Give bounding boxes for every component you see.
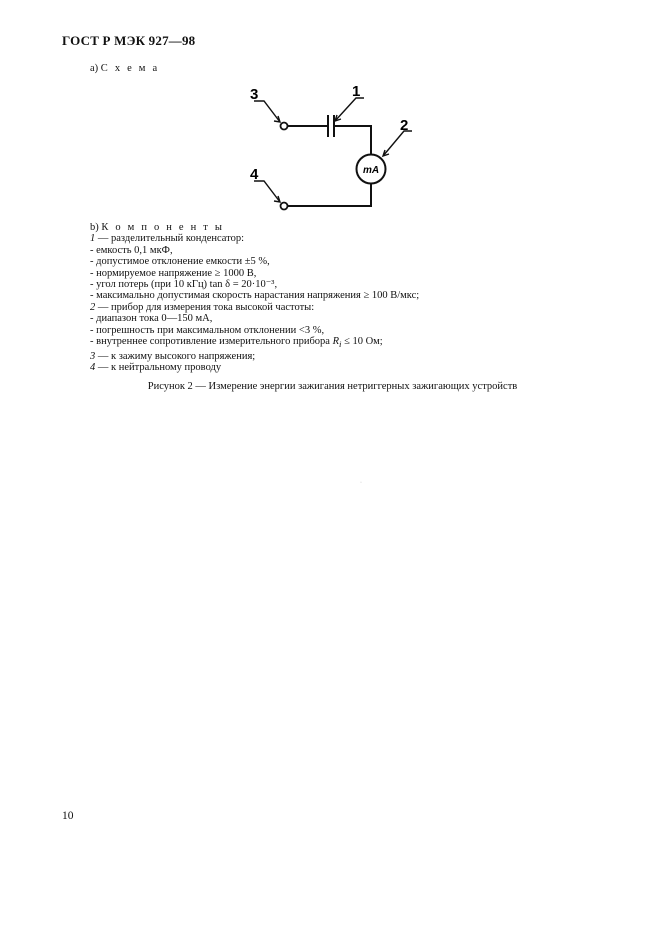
scan-dot: · xyxy=(360,480,362,486)
label-4: 4 xyxy=(250,166,259,183)
section-b-heading xyxy=(90,222,610,233)
item-3-text: — к зажиму высокого напряжения; xyxy=(95,350,256,362)
leader-2 xyxy=(383,131,412,156)
section-a-heading xyxy=(90,63,159,74)
section-b-title: К о м п о н е н т ы xyxy=(101,222,225,233)
wire-bottom xyxy=(287,184,371,206)
item-2-spec: - диапазон тока 0—150 мА, xyxy=(90,313,213,325)
item-2-spec: - погрешность при максимальном отклонении <3 %, xyxy=(90,324,325,336)
section-a-title: С х е м а xyxy=(100,63,160,74)
terminal-3-icon xyxy=(281,123,288,130)
section-a-marker: а) xyxy=(90,63,99,74)
item-3 xyxy=(90,351,610,362)
item-4-text: — к нейтральному проводу xyxy=(95,361,222,373)
item-1-spec: - емкость 0,1 мкФ, xyxy=(90,244,173,256)
label-2: 2 xyxy=(400,117,409,134)
wire-top-right xyxy=(334,126,371,154)
document-header: ГОСТ Р МЭК 927—98 xyxy=(62,33,196,48)
item-2 xyxy=(90,302,610,313)
item-1-spec: - угол потерь (при 10 кГц) tan δ = 20·10⁻³, xyxy=(90,279,278,291)
item-1-spec: - допустимое отклонение емкости ±5 %, xyxy=(90,256,270,268)
item-1 xyxy=(90,233,610,244)
item-1-spec: - максимально допустимая скорость нарастания напряжения ≥ 100 В/мкс; xyxy=(90,290,420,302)
page-number: 10 xyxy=(62,810,74,822)
circuit-diagram xyxy=(240,80,430,220)
item-4 xyxy=(90,362,610,373)
item-2-spec-resistance: - внутреннее сопротивление измерительного прибора $R_i \le 10$ Ом; xyxy=(90,336,383,350)
section-b-marker: b) xyxy=(90,222,99,233)
item-2-text: — прибор для измерения тока высокой частоты: xyxy=(95,301,315,313)
item-1-text: — разделительный конденсатор: xyxy=(95,233,245,245)
item-1-spec: - нормируемое напряжение ≥ 1000 В, xyxy=(90,267,257,279)
item-2-number: 2 xyxy=(90,301,96,313)
label-3: 3 xyxy=(250,86,259,103)
label-1: 1 xyxy=(352,83,361,100)
components-list xyxy=(90,222,610,373)
terminal-4-icon xyxy=(281,203,288,210)
item-3-number: 3 xyxy=(90,350,96,362)
leader-1 xyxy=(335,98,364,121)
leader-4 xyxy=(254,181,280,202)
milliammeter-label: mA xyxy=(362,165,380,176)
leader-3 xyxy=(254,101,280,122)
item-4-number: 4 xyxy=(90,361,96,373)
figure-caption: Рисунок 2 — Измерение энергии зажигания нетриггерных зажигающих устройств xyxy=(147,381,518,392)
item-1-number: 1 xyxy=(90,233,96,245)
